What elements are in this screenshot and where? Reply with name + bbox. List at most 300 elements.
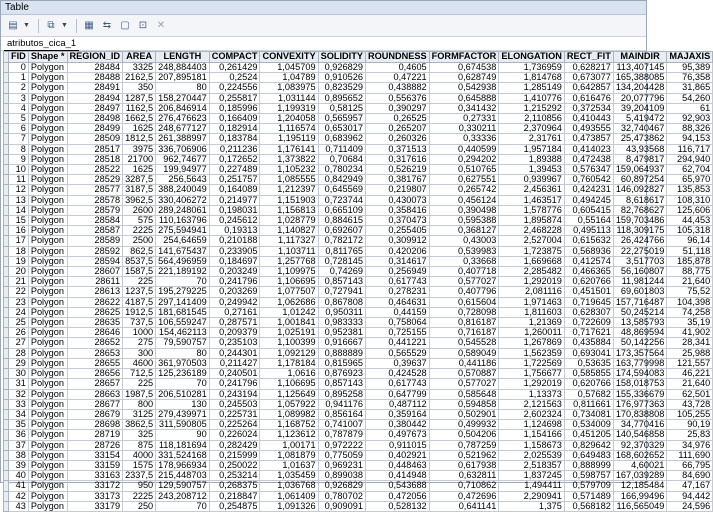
table-cell[interactable]: 47,167 [667, 481, 713, 491]
table-cell[interactable]: 0,811765 [318, 246, 365, 256]
table-cell[interactable]: 0,888889 [318, 348, 365, 358]
table-cell[interactable]: 0,260326 [365, 134, 429, 144]
table-cell[interactable]: 248,677127 [156, 124, 210, 134]
table-cell[interactable]: 0,617938 [429, 460, 499, 470]
table-cell[interactable]: 564,496959 [156, 256, 210, 266]
table-cell[interactable]: 84,690 [667, 471, 713, 481]
table-cell[interactable]: 88,326 [667, 124, 713, 134]
switch-selection-icon[interactable]: ⇆ [102, 20, 112, 31]
table-cell[interactable]: 0,895258 [318, 389, 365, 399]
table-cell[interactable]: Polygon [28, 338, 67, 348]
table-cell[interactable]: 0,780702 [318, 491, 365, 501]
table-cell[interactable]: 29 [9, 358, 29, 368]
table-cell[interactable]: 0,33668 [429, 256, 499, 266]
table-cell[interactable]: 2 [9, 83, 29, 93]
table-cell[interactable]: 0,494245 [564, 195, 613, 205]
table-cell[interactable]: 0,876923 [318, 369, 365, 379]
table-cell[interactable]: 1,105232 [260, 165, 318, 175]
table-cell[interactable]: 2225 [123, 491, 156, 501]
table-cell[interactable]: 92,370329 [613, 440, 667, 450]
table-cell[interactable]: 0,842949 [318, 175, 365, 185]
table-cell[interactable]: 2225 [123, 226, 156, 236]
table-cell[interactable]: 0,241796 [209, 277, 260, 287]
table-cell[interactable]: 3975 [123, 144, 156, 154]
table-cell[interactable]: 0,19313 [209, 226, 260, 236]
table-cell[interactable]: 0,27161 [209, 307, 260, 317]
table-cell[interactable]: 28578 [67, 195, 123, 205]
table-cell[interactable]: 0,309912 [365, 236, 429, 246]
table-cell[interactable]: 1,156813 [260, 205, 318, 215]
table-cell[interactable]: 39 [9, 460, 29, 470]
table-cell[interactable]: 0,911015 [365, 440, 429, 450]
table-cell[interactable]: 113,407145 [613, 63, 667, 73]
table-cell[interactable]: 0,577027 [429, 277, 499, 287]
table-cell[interactable]: 33173 [67, 491, 123, 501]
table-cell[interactable]: 30 [9, 369, 29, 379]
table-cell[interactable]: 33163 [67, 471, 123, 481]
table-cell[interactable]: 300 [123, 348, 156, 358]
table-cell[interactable]: 0 [9, 63, 29, 73]
table-cell[interactable]: 0,641141 [429, 501, 499, 511]
table-cell[interactable]: 0,251757 [209, 175, 260, 185]
table-cell[interactable]: 0,856164 [318, 409, 365, 419]
table-cell[interactable]: 105,318 [667, 226, 713, 236]
table-cell[interactable]: 95,389 [667, 63, 713, 73]
table-cell[interactable]: 16 [9, 226, 29, 236]
table-cell[interactable]: 0,27331 [429, 114, 499, 124]
table-cell[interactable]: 0,728098 [429, 307, 499, 317]
table-cell[interactable]: 130 [156, 399, 210, 409]
table-cell[interactable]: Polygon [28, 297, 67, 307]
table-cell[interactable]: 1,494411 [499, 481, 565, 491]
table-cell[interactable]: 336,706906 [156, 144, 210, 154]
table-cell[interactable]: 19 [9, 256, 29, 266]
table-cell[interactable]: 14 [9, 205, 29, 215]
table-cell[interactable]: 0,598757 [564, 471, 613, 481]
table-cell[interactable]: 28656 [67, 369, 123, 379]
table-cell[interactable]: 3962,5 [123, 195, 156, 205]
table-cell[interactable]: 0,716187 [429, 328, 499, 338]
table-cell[interactable]: 15 [9, 216, 29, 226]
table-options-icon[interactable]: ▤ [8, 20, 18, 31]
table-row[interactable] [4, 481, 713, 491]
table-cell[interactable]: 261,388997 [156, 134, 210, 144]
table-cell[interactable]: Polygon [28, 114, 67, 124]
table-cell[interactable]: 8,479817 [613, 154, 667, 164]
table-cell[interactable]: 0,627551 [429, 175, 499, 185]
table-cell[interactable]: 256,5643 [156, 175, 210, 185]
table-cell[interactable]: Polygon [28, 348, 67, 358]
table-cell[interactable]: 1,001841 [260, 318, 318, 328]
table-cell[interactable]: 0,545528 [429, 338, 499, 348]
table-cell[interactable]: 0,430073 [365, 195, 429, 205]
table-cell[interactable]: 0,278231 [365, 287, 429, 297]
table-cell[interactable]: Polygon [28, 73, 67, 83]
table-cell[interactable]: 1,212397 [260, 185, 318, 195]
table-cell[interactable]: 5,419472 [613, 114, 667, 124]
table-cell[interactable]: 0,380442 [365, 420, 429, 430]
table-cell[interactable]: 88,775 [667, 267, 713, 277]
table-cell[interactable]: 1,077507 [260, 287, 318, 297]
table-cell[interactable]: Polygon [28, 328, 67, 338]
table-cell[interactable]: 0,183784 [209, 134, 260, 144]
table-row[interactable] [4, 124, 713, 134]
table-cell[interactable]: 11,981244 [613, 277, 667, 287]
table-cell[interactable]: 2600 [123, 205, 156, 215]
table-cell[interactable]: 862,5 [123, 246, 156, 256]
table-cell[interactable]: 0,451501 [564, 287, 613, 297]
table-cell[interactable]: 361,970503 [156, 358, 210, 368]
table-cell[interactable]: 0,2524 [209, 73, 260, 83]
table-cell[interactable]: 800 [123, 399, 156, 409]
table-row[interactable] [4, 165, 713, 175]
table-cell[interactable]: 82,768627 [613, 205, 667, 215]
table-cell[interactable]: 34,976 [667, 440, 713, 450]
table-cell[interactable]: 43,93568 [613, 144, 667, 154]
table-cell[interactable]: Polygon [28, 256, 67, 266]
table-cell[interactable]: 1,260011 [499, 328, 565, 338]
table-cell[interactable]: 0,495113 [564, 226, 613, 236]
table-row[interactable] [4, 226, 713, 236]
table-cell[interactable]: Polygon [28, 134, 67, 144]
table-cell[interactable]: 0,565957 [318, 114, 365, 124]
table-cell[interactable]: 275 [123, 338, 156, 348]
table-cell[interactable]: 158,270447 [156, 93, 210, 103]
table-cell[interactable]: 0,210188 [209, 236, 260, 246]
table-cell[interactable]: 25 [9, 318, 29, 328]
column-header-solidity[interactable]: SOLIDITY [318, 52, 365, 63]
table-cell[interactable]: 0,265207 [365, 124, 429, 134]
table-cell[interactable]: 0,235103 [209, 338, 260, 348]
table-row[interactable] [4, 256, 713, 266]
table-cell[interactable]: 0,617743 [365, 277, 429, 287]
table-cell[interactable]: 1662,5 [123, 114, 156, 124]
table-cell[interactable]: 0,218847 [209, 491, 260, 501]
table-cell[interactable]: 1,00171 [260, 440, 318, 450]
table-cell[interactable]: 0,884615 [318, 216, 365, 226]
table-cell[interactable]: 0,420206 [365, 246, 429, 256]
table-cell[interactable]: 0,723744 [318, 195, 365, 205]
table-cell[interactable]: 737,5 [123, 318, 156, 328]
table-cell[interactable]: 0,240501 [209, 369, 260, 379]
table-cell[interactable]: 1,125649 [260, 389, 318, 399]
table-cell[interactable]: 311,590805 [156, 420, 210, 430]
table-cell[interactable]: 28698 [67, 420, 123, 430]
table-row[interactable] [4, 501, 713, 511]
table-cell[interactable]: 46,221 [667, 369, 713, 379]
table-cell[interactable]: 1625 [123, 124, 156, 134]
table-cell[interactable]: 42 [9, 491, 29, 501]
table-row[interactable] [4, 369, 713, 379]
table-cell[interactable]: 41 [9, 481, 29, 491]
table-cell[interactable]: 1,116574 [260, 124, 318, 134]
table-cell[interactable]: 4,60021 [613, 460, 667, 470]
table-cell[interactable]: 0,182914 [209, 124, 260, 134]
table-cell[interactable]: 1,13373 [499, 389, 565, 399]
table-cell[interactable]: 1,814768 [499, 73, 565, 83]
table-cell[interactable]: 0,250022 [209, 460, 260, 470]
table-cell[interactable]: 11 [9, 175, 29, 185]
table-cell[interactable]: Polygon [28, 226, 67, 236]
table-cell[interactable]: 178,966934 [156, 460, 210, 470]
table-cell[interactable]: 62,704 [667, 165, 713, 175]
table-cell[interactable]: 28611 [67, 277, 123, 287]
table-cell[interactable]: 2,025539 [499, 450, 565, 460]
table-cell[interactable]: 1,756677 [499, 369, 565, 379]
table-cell[interactable]: 155,336679 [613, 389, 667, 399]
table-cell[interactable]: 331,524168 [156, 450, 210, 460]
table-cell[interactable]: 0,43003 [429, 236, 499, 246]
table-row[interactable] [4, 471, 713, 481]
table-cell[interactable]: Polygon [28, 307, 67, 317]
table-cell[interactable]: 3325 [123, 63, 156, 73]
table-cell[interactable]: Polygon [28, 409, 67, 419]
table-cell[interactable]: 167,039289 [613, 471, 667, 481]
table-cell[interactable]: 24,596 [667, 501, 713, 511]
table-cell[interactable]: 330,406272 [156, 195, 210, 205]
table-cell[interactable]: 28589 [67, 236, 123, 246]
table-cell[interactable]: 173,357564 [613, 348, 667, 358]
table-cell[interactable]: 0,372534 [564, 103, 613, 113]
table-row[interactable] [4, 195, 713, 205]
table-row[interactable] [4, 144, 713, 154]
table-cell[interactable]: 28652 [67, 338, 123, 348]
table-cell[interactable]: 94,442 [667, 491, 713, 501]
table-cell[interactable]: 7 [9, 134, 29, 144]
table-cell[interactable]: 28719 [67, 430, 123, 440]
table-cell[interactable]: 1,123612 [260, 430, 318, 440]
table-cell[interactable]: 0,645569 [318, 185, 365, 195]
table-cell[interactable]: 962,74677 [156, 154, 210, 164]
table-cell[interactable]: 0,448463 [365, 460, 429, 470]
table-cell[interactable]: 0,282429 [209, 440, 260, 450]
table-cell[interactable]: 0,255817 [209, 93, 260, 103]
table-cell[interactable]: 176,977363 [613, 399, 667, 409]
table-cell[interactable]: 1,062686 [260, 297, 318, 307]
table-cell[interactable]: 0,899038 [318, 471, 365, 481]
table-cell[interactable]: 41,902 [667, 328, 713, 338]
table-cell[interactable]: 48,869594 [613, 328, 667, 338]
table-cell[interactable]: Polygon [28, 491, 67, 501]
table-options-dropdown-icon[interactable]: ▼ [23, 22, 30, 29]
table-cell[interactable]: 158,018753 [613, 379, 667, 389]
table-cell[interactable]: 388,240049 [156, 185, 210, 195]
table-cell[interactable]: 2,081116 [499, 287, 565, 297]
table-cell[interactable]: Polygon [28, 103, 67, 113]
table-cell[interactable]: Polygon [28, 205, 67, 215]
table-cell[interactable]: 43 [9, 501, 29, 511]
table-row[interactable] [4, 450, 713, 460]
table-cell[interactable]: 36 [9, 430, 29, 440]
table-cell[interactable]: 0,314617 [365, 256, 429, 266]
table-cell[interactable]: 1912,5 [123, 307, 156, 317]
table-cell[interactable]: 279,439971 [156, 409, 210, 419]
table-cell[interactable]: 1,089982 [260, 409, 318, 419]
table-cell[interactable]: 28518 [67, 154, 123, 164]
table-cell[interactable]: Polygon [28, 471, 67, 481]
table-cell[interactable]: 0,47221 [365, 73, 429, 83]
table-cell[interactable]: 8537,5 [123, 256, 156, 266]
table-cell[interactable]: 325 [123, 430, 156, 440]
table-cell[interactable]: 3125 [123, 409, 156, 419]
table-cell[interactable]: Polygon [28, 93, 67, 103]
table-cell[interactable]: 0,203269 [209, 287, 260, 297]
table-row[interactable] [4, 134, 713, 144]
table-cell[interactable]: 1575 [123, 460, 156, 470]
table-cell[interactable]: 50,142256 [613, 338, 667, 348]
table-cell[interactable]: 61 [667, 103, 713, 113]
table-cell[interactable]: 1,204058 [260, 114, 318, 124]
table-cell[interactable]: 4000 [123, 450, 156, 460]
table-row[interactable] [4, 358, 713, 368]
table-cell[interactable]: 135,853 [667, 185, 713, 195]
attribute-table[interactable] [3, 51, 711, 511]
table-cell[interactable]: 0,950311 [318, 307, 365, 317]
table-cell[interactable]: 0,867808 [318, 297, 365, 307]
table-cell[interactable]: 0,504206 [429, 430, 499, 440]
table-cell[interactable]: 0,857143 [318, 277, 365, 287]
table-cell[interactable]: 17 [9, 236, 29, 246]
table-row[interactable] [4, 93, 713, 103]
table-cell[interactable]: 0,983333 [318, 318, 365, 328]
table-cell[interactable]: 69,601803 [613, 287, 667, 297]
column-header-convexity[interactable]: CONVEXITY [260, 52, 318, 63]
table-cell[interactable]: 195,279225 [156, 287, 210, 297]
table-cell[interactable]: 1,036768 [260, 481, 318, 491]
table-cell[interactable]: 1,04789 [260, 73, 318, 83]
table-cell[interactable]: 0,44159 [365, 307, 429, 317]
table-cell[interactable]: 26,424766 [613, 236, 667, 246]
table-cell[interactable]: 0,497673 [365, 430, 429, 440]
table-cell[interactable]: 0,407796 [429, 287, 499, 297]
table-cell[interactable]: 0,414023 [564, 144, 613, 154]
table-cell[interactable]: 0,414948 [365, 471, 429, 481]
table-cell[interactable]: 0,615632 [564, 236, 613, 246]
table-cell[interactable]: 0,209379 [209, 328, 260, 338]
table-cell[interactable]: 1,103711 [260, 246, 318, 256]
table-row[interactable] [4, 460, 713, 470]
column-header-majaxis[interactable]: MAJAXIS [667, 52, 713, 63]
table-cell[interactable]: 1812,5 [123, 134, 156, 144]
table-cell[interactable]: Polygon [28, 216, 67, 226]
table-cell[interactable]: 0,615604 [429, 297, 499, 307]
table-cell[interactable]: 0,502901 [429, 409, 499, 419]
table-cell[interactable]: 1,463517 [499, 195, 565, 205]
table-cell[interactable]: 3187,5 [123, 185, 156, 195]
table-cell[interactable]: 0,39637 [365, 358, 429, 368]
table-cell[interactable]: 0,565529 [365, 348, 429, 358]
table-cell[interactable]: 0,253214 [209, 471, 260, 481]
column-header-roundness[interactable]: ROUNDNESS [365, 52, 429, 63]
table-cell[interactable]: Polygon [28, 246, 67, 256]
table-cell[interactable]: 28517 [67, 144, 123, 154]
table-cell[interactable]: 146,092827 [613, 185, 667, 195]
table-cell[interactable]: 1,028779 [260, 216, 318, 226]
table-cell[interactable]: 0,172652 [209, 154, 260, 164]
table-cell[interactable]: 0,628217 [564, 63, 613, 73]
table-cell[interactable]: 0,628307 [564, 307, 613, 317]
table-cell[interactable]: 33172 [67, 481, 123, 491]
table-cell[interactable]: 0,528132 [365, 501, 429, 511]
table-cell[interactable]: 0,55164 [564, 216, 613, 226]
table-cell[interactable]: 21,640 [667, 277, 713, 287]
table-cell[interactable]: 28509 [67, 134, 123, 144]
table-row[interactable] [4, 307, 713, 317]
table-cell[interactable]: 350 [123, 83, 156, 93]
table-cell[interactable]: 28529 [67, 175, 123, 185]
table-cell[interactable]: 1,199319 [260, 103, 318, 113]
table-cell[interactable]: 0,53635 [564, 358, 613, 368]
table-cell[interactable]: 34 [9, 409, 29, 419]
table-cell[interactable]: 8,618617 [613, 195, 667, 205]
table-cell[interactable]: 1,811603 [499, 307, 565, 317]
table-cell[interactable]: 0,203249 [209, 267, 260, 277]
column-header-formfactor[interactable]: FORMFACTOR [429, 52, 499, 63]
table-cell[interactable]: 1,722569 [499, 358, 565, 368]
table-cell[interactable]: 0,330211 [429, 124, 499, 134]
table-cell[interactable]: 575 [123, 216, 156, 226]
table-cell[interactable]: 248,884403 [156, 63, 210, 73]
table-cell[interactable]: 1287,5 [123, 93, 156, 103]
table-cell[interactable]: 0,780234 [318, 165, 365, 175]
table-cell[interactable]: 94,153 [667, 134, 713, 144]
table-cell[interactable]: 0,241796 [209, 379, 260, 389]
table-cell[interactable]: 0,287571 [209, 318, 260, 328]
table-cell[interactable]: 31,865 [667, 83, 713, 93]
table-row[interactable] [4, 216, 713, 226]
table-cell[interactable]: 0,542938 [429, 83, 499, 93]
table-cell[interactable]: 0,570887 [429, 369, 499, 379]
table-cell[interactable]: 0,568936 [564, 246, 613, 256]
table-cell[interactable]: 54,260 [667, 93, 713, 103]
table-cell[interactable]: 2,370964 [499, 124, 565, 134]
table-cell[interactable]: 0,265742 [429, 185, 499, 195]
table-cell[interactable]: 106,559247 [156, 318, 210, 328]
table-row[interactable] [4, 389, 713, 399]
table-cell[interactable]: 0,215999 [209, 450, 260, 460]
table-cell[interactable]: 0,910526 [318, 73, 365, 83]
table-cell[interactable]: Polygon [28, 399, 67, 409]
table-cell[interactable]: 13,585793 [613, 318, 667, 328]
table-cell[interactable]: Polygon [28, 501, 67, 511]
table-row[interactable] [4, 175, 713, 185]
table-cell[interactable]: 3287,5 [123, 175, 156, 185]
table-cell[interactable]: 168,602652 [613, 450, 667, 460]
table-cell[interactable]: 0,594858 [429, 399, 499, 409]
column-header-length[interactable]: LENGTH [156, 52, 210, 63]
table-cell[interactable]: 0,261429 [209, 63, 260, 73]
table-cell[interactable]: 0,579709 [564, 481, 613, 491]
table-cell[interactable]: 1,39453 [499, 165, 565, 175]
table-cell[interactable]: 0,224556 [209, 83, 260, 93]
table-cell[interactable]: 1 [9, 73, 29, 83]
table-cell[interactable]: 111,690 [667, 450, 713, 460]
table-cell[interactable]: 1,045709 [260, 63, 318, 73]
table-cell[interactable]: 28613 [67, 287, 123, 297]
table-cell[interactable]: 0,926829 [318, 63, 365, 73]
table-cell[interactable]: 0,647799 [365, 389, 429, 399]
table-cell[interactable]: 24 [9, 307, 29, 317]
table-cell[interactable]: 35 [9, 420, 29, 430]
table-cell[interactable]: 0,972222 [318, 440, 365, 450]
table-cell[interactable]: 0,211427 [209, 358, 260, 368]
table-cell[interactable]: 0,368127 [429, 226, 499, 236]
table-cell[interactable]: 28646 [67, 328, 123, 338]
table-cell[interactable]: Polygon [28, 165, 67, 175]
table-cell[interactable]: 13 [9, 195, 29, 205]
table-cell[interactable]: 0,214977 [209, 195, 260, 205]
table-cell[interactable]: 0,787259 [429, 440, 499, 450]
